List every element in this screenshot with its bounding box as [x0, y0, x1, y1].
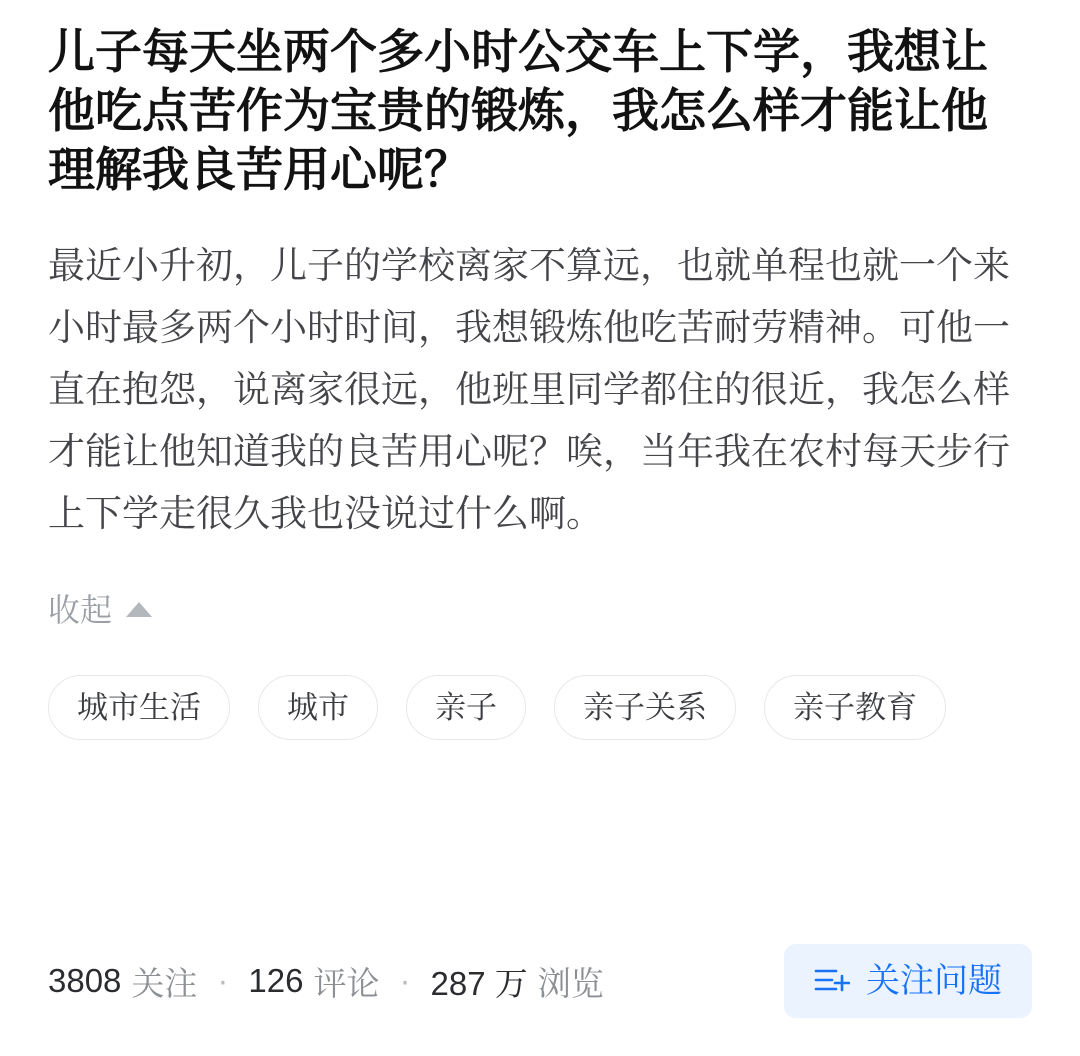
- follow-count-label: 关注: [131, 964, 198, 1002]
- follow-question-label: 关注问题: [866, 962, 1002, 1000]
- follow-question-button[interactable]: [784, 944, 1032, 1018]
- follow-count: 3808: [48, 962, 122, 999]
- stats-separator: ·: [217, 962, 229, 999]
- question-body-text: 最近小升初，儿子的学校离家不算远，也就单程也就一个来小时最多两个小时时间，我想锻炼他吃苦耐劳精神。可他一直在抱怨，说离家很远，他班里同学都住的很近，我怎么样才能让他知道我的良苦用心呢？唉，当年我在农村每天步行上下学走很久我也没说过什么啊。: [48, 245, 1010, 534]
- view-count-label: 浏览: [537, 964, 604, 1002]
- chevron-up-icon: [126, 602, 152, 617]
- stats-bar: [48, 944, 1032, 1018]
- list-plus-icon: [814, 966, 850, 996]
- tag-item[interactable]: 城市生活: [48, 675, 230, 740]
- tag-item[interactable]: 亲子关系: [554, 675, 736, 740]
- stats-separator: ·: [399, 962, 411, 999]
- collapse-toggle[interactable]: [48, 545, 152, 631]
- comment-count: 126: [248, 962, 304, 999]
- view-count: 287 万: [430, 964, 528, 1002]
- page-title: 儿子每天坐两个多小时公交车上下学，我想让他吃点苦作为宝贵的锻炼，我怎么样才能让他理解我良苦用心呢？: [48, 25, 988, 196]
- tag-item[interactable]: 亲子: [406, 675, 526, 740]
- comment-count-label: 评论: [313, 964, 380, 1002]
- collapse-toggle-label: 收起: [48, 592, 113, 628]
- tag-item[interactable]: 城市: [258, 675, 378, 740]
- tag-item[interactable]: 亲子教育: [764, 675, 946, 740]
- tag-list: [48, 631, 1032, 740]
- stats-group: [48, 958, 604, 1005]
